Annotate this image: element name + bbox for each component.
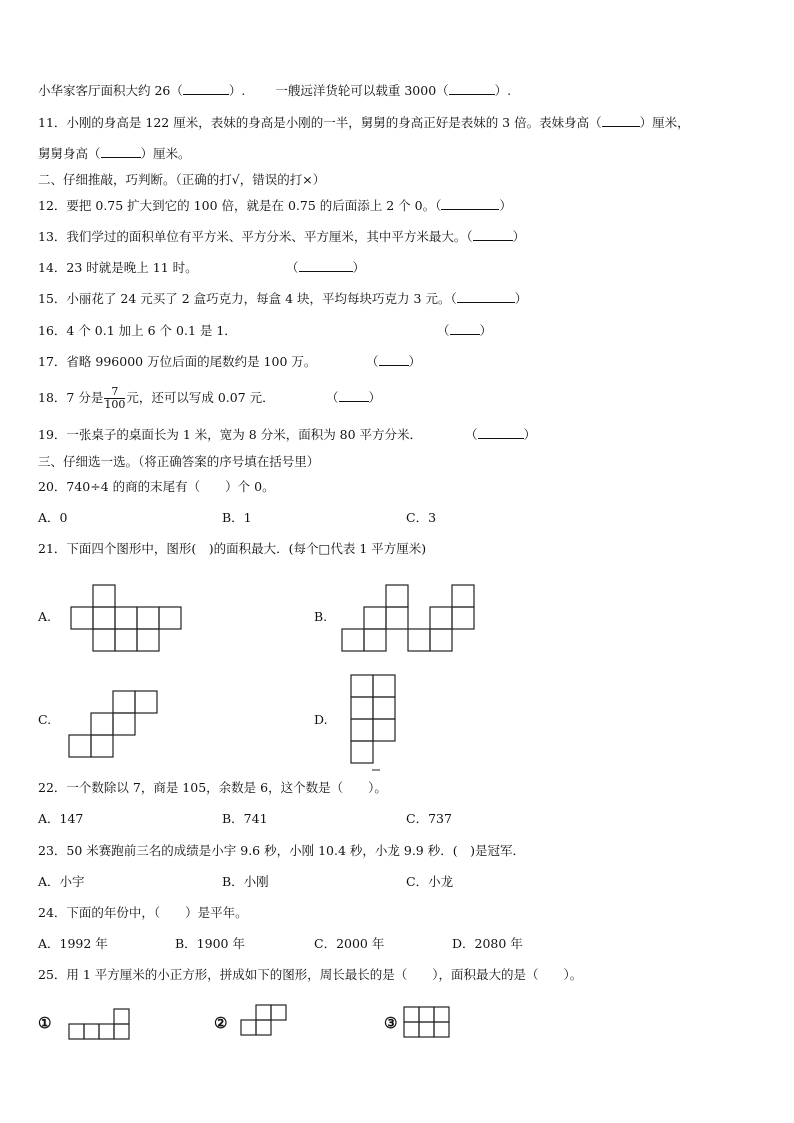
q15-close: ） [514,291,528,306]
q21-figure-a [70,584,186,654]
q12-close: ） [499,198,512,213]
grid-square [430,629,452,651]
q21-stem: 21．下面四个图形中，图形( )的面积最大．(每个□代表 1 平方厘米) [38,541,427,556]
grid-square [364,629,386,651]
q17-blank[interactable] [379,354,409,366]
q22-option-c[interactable]: C．737 [406,811,452,826]
q18-fraction [104,386,125,411]
grid-square [404,1007,419,1022]
q20-option-b[interactable]: B．1 [222,510,252,525]
q12-text: 12．要把 0.75 扩大到它的 100 倍，就是在 0.75 的后面添上 2 个 0。（ [38,198,442,213]
q16-close: ） [479,323,493,338]
grid-square [93,585,115,607]
section2-heading: 二、仔细推敲，巧判断。（正确的打√，错误的打×） [38,172,326,187]
q11-blank-1[interactable] [602,115,640,127]
grid-square [137,607,159,629]
q19-close: ） [523,427,537,442]
q18-blank[interactable] [339,390,369,402]
grid-square [91,713,113,735]
q25-figure-2 [240,1004,292,1038]
q15 [38,291,527,307]
q16-blank[interactable] [450,323,480,335]
grid-square [452,607,474,629]
q18-paren [326,390,381,406]
q10-blank-1[interactable] [183,83,229,95]
grid-square [342,629,364,651]
grid-square [386,585,408,607]
section3-heading: 三、仔细选一选。（将正确答案的序号填在括号里） [38,454,320,469]
grid-square [241,1020,256,1035]
q21-figure-d [350,674,400,774]
q24-option-a[interactable]: A．1992 年 [38,936,108,951]
q20-option-c[interactable]: C．3 [406,510,437,525]
q18 [38,384,275,412]
q10-text-c: 一艘远洋货轮可以载重 3000（ [275,83,449,98]
q19 [38,427,422,443]
q18-text-a: 18．7 分是 [38,390,104,405]
grid-square [419,1022,434,1037]
grid-square [256,1020,271,1035]
q24-option-d[interactable]: D．2080 年 [452,936,523,951]
q23-option-c[interactable]: C．小龙 [406,874,454,889]
q13-text: 13．我们学过的面积单位有平方米、平方分米、平方厘米，其中平方米最大。（ [38,229,473,244]
q14-paren [286,260,365,276]
grid-square [373,675,395,697]
q21-label-a[interactable]: A. [38,609,52,624]
q17-text: 17．省略 996000 万位后面的尾数约是 100 万。 [38,354,317,369]
q21-figure-c [68,690,162,762]
q18-numerator: 7 [104,386,125,399]
q19-paren [465,427,536,443]
q18-close: ） [368,390,382,405]
grid-square [364,607,386,629]
q14-blank[interactable] [299,260,353,272]
q21-label-c[interactable]: C. [38,712,52,727]
grid-square [115,607,137,629]
grid-square [113,691,135,713]
grid-square [93,629,115,651]
grid-square [159,607,181,629]
q25-label-2[interactable]: ② [214,1014,228,1032]
q17-close: ） [408,354,422,369]
q25-stem: 25．用 1 平方厘米的小正方形，拼成如下的图形，周长最长的是（ ），面积最大的是（ ）。 [38,967,583,982]
q10-blank-2[interactable] [449,83,495,95]
grid-square [271,1005,286,1020]
q11-text-a: 11．小刚的身高是 122 厘米，表妹的身高是小刚的一半，舅舅的身高正好是表妹的 3 倍。表妹身高（ [38,115,602,130]
q11-line2 [38,146,191,162]
q23-option-a[interactable]: A．小宇 [38,874,85,889]
q21-label-b[interactable]: B. [314,609,328,624]
grid-square [91,735,113,757]
q14-text: 14．23 时就是晚上 11 时。 [38,260,198,275]
q15-text: 15．小丽花了 24 元买了 2 盒巧克力，每盒 4 块，平均每块巧克力 3 元。（ [38,291,457,306]
grid-square [430,607,452,629]
grid-square [351,675,373,697]
grid-square [135,691,157,713]
q21-label-d[interactable]: D. [314,712,328,727]
q20-stem: 20．740÷4 的商的末尾有（ ）个 0。 [38,479,275,494]
grid-square [69,1024,84,1039]
q24-option-b[interactable]: B．1900 年 [175,936,245,951]
grid-square [351,697,373,719]
q13-blank[interactable] [473,229,513,241]
grid-square [256,1005,271,1020]
q23-stem: 23．50 米赛跑前三名的成绩是小宇 9.6 秒，小刚 10.4 秒，小龙 9.9 秒．( )是冠军． [38,843,525,858]
q14-close: ） [352,260,366,275]
q22-stem: 22．一个数除以 7，商是 105，余数是 6，这个数是（ ）。 [38,780,387,795]
grid-square [434,1007,449,1022]
q12-blank[interactable] [441,198,499,210]
q19-open: （ [465,427,478,442]
q24-stem: 24．下面的年份中，（ ）是平年。 [38,905,248,920]
grid-square [114,1024,129,1039]
q17-paren [366,354,421,370]
q16-open: （ [437,323,450,338]
q16-paren [437,323,492,339]
q12 [38,198,512,214]
grid-square [99,1024,114,1039]
q16-text: 16．4 个 0.1 加上 6 个 0.1 是 1． [38,323,237,338]
q15-blank[interactable] [457,291,515,303]
grid-square [373,719,395,741]
q18-text-b: 元，还可以写成 0.07 元． [126,390,275,405]
q10-text-b: ）. [228,83,246,98]
grid-square [69,735,91,757]
grid-square [452,585,474,607]
q25-figure-1 [68,1008,134,1042]
q17 [38,354,316,370]
grid-square [84,1024,99,1039]
grid-square [351,741,373,763]
grid-square [373,697,395,719]
q14-open: （ [286,260,299,275]
q25-label-1[interactable]: ① [38,1014,52,1032]
grid-square [114,1009,129,1024]
q24-option-c[interactable]: C．2000 年 [314,936,385,951]
grid-square [137,629,159,651]
q19-text: 19．一张桌子的桌面长为 1 米，宽为 8 分米，面积为 80 平方分米． [38,427,423,442]
q13 [38,229,525,245]
q11-text-d: ）厘米。 [140,146,191,161]
q13-close: ） [512,229,526,244]
q20-option-a[interactable]: A．0 [38,510,68,525]
grid-square [351,719,373,741]
q10-text-d: ）. [494,83,512,98]
q11-blank-2[interactable] [101,146,141,158]
q22-option-b[interactable]: B．741 [222,811,268,826]
q11-line1 [38,115,690,131]
q19-blank[interactable] [478,427,524,439]
q21-figure-b [341,584,479,656]
q18-denominator: 100 [104,398,126,411]
q10-text-a: 小华家客厅面积大约 26（ [38,83,183,98]
grid-square [404,1022,419,1037]
grid-square [408,629,430,651]
q10-tail [38,83,511,99]
q11-text-b: ）厘米， [639,115,690,130]
grid-square [419,1007,434,1022]
grid-square [115,629,137,651]
grid-square [113,713,135,735]
q25-figure-3 [403,1006,453,1040]
q14 [38,260,198,276]
q25-label-3[interactable]: ③ [384,1014,398,1032]
q18-open: （ [326,390,339,405]
q22-option-a[interactable]: A．147 [38,811,84,826]
grid-square [71,607,93,629]
grid-square [93,607,115,629]
grid-square [434,1022,449,1037]
q11-text-c: 舅舅身高（ [38,146,101,161]
q17-open: （ [366,354,379,369]
grid-square [386,607,408,629]
q23-option-b[interactable]: B．小刚 [222,874,269,889]
q16 [38,323,237,339]
